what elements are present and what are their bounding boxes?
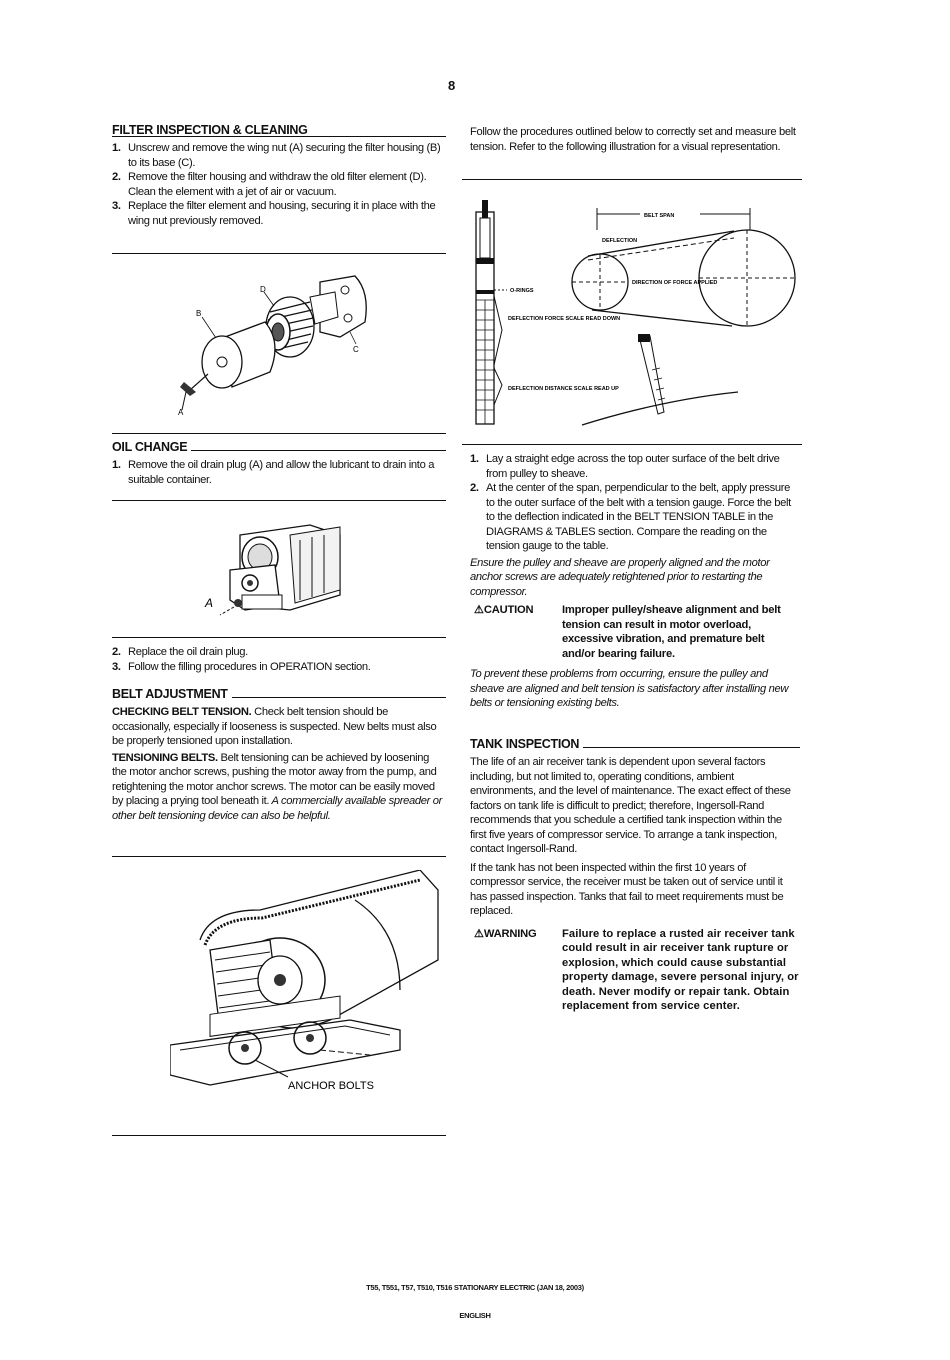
- oil-illustration: [200, 515, 360, 620]
- divider: [462, 444, 802, 445]
- divider: [112, 637, 446, 638]
- warning-text: Failure to replace a rusted air receiver tank could result in air receiver tank rupture or explosion, which could cause substantial property damage, severe personal injury, or death. Never modify or repair tank. Obtain replacement from service center.: [562, 927, 799, 1012]
- tank-paragraph-1: The life of an air receiver tank is dependent upon several factors including, but not limited to, operating conditions, ambient environments, and the level of maintenance. The exact effect of these factors on tank life is difficult to predict; therefore, Ingersoll-Rand recommends that you schedule a certified tank inspection within the first five years of compressor service. To arrange a tank inspection, contact Ingersoll-Rand.: [470, 756, 791, 855]
- filter-heading: FILTER INSPECTION & CLEANING: [112, 123, 308, 137]
- label-d: D: [260, 285, 266, 294]
- list-item: 3. Follow the filling procedures in OPERATION section.: [112, 660, 371, 673]
- filter-section: [112, 123, 446, 228]
- list-item: 3. Replace the filter element and housing, securing it in place with the wing nut previously removed.: [112, 200, 436, 227]
- oil-heading: OIL CHANGE: [112, 440, 446, 454]
- svg-text:DIRECTION OF FORCE APPLIED: DIRECTION OF FORCE APPLIED: [632, 280, 718, 286]
- ensure-paragraph: Ensure the pulley and sheave are properly aligned and the motor anchor screws are adequately retightened prior to restarting the compressor.: [470, 556, 770, 598]
- warning-block: [470, 927, 800, 1014]
- divider: [112, 433, 446, 434]
- tank-heading: TANK INSPECTION: [470, 737, 800, 751]
- belt-section: [112, 687, 446, 825]
- oil-steps: [112, 458, 446, 487]
- label-a: A: [178, 408, 184, 417]
- checking-paragraph: CHECKING BELT TENSION. Check belt tension should be occasionally, especially if looseness is suspected. New belts must also be properly tensioned upon installation.: [112, 706, 437, 747]
- list-item: 1. Unscrew and remove the wing nut (A) securing the filter housing (B) to its base (C).: [112, 142, 441, 169]
- svg-text:DEFLECTION: DEFLECTION: [602, 238, 638, 244]
- svg-text:BELT SPAN: BELT SPAN: [644, 213, 675, 219]
- divider: [112, 1135, 446, 1136]
- svg-text:O-RINGS: O-RINGS: [510, 288, 534, 294]
- belt-tension-diagram: [462, 200, 802, 432]
- filter-illustration: [170, 262, 400, 422]
- motor-illustration: [170, 870, 440, 1105]
- belt-heading: BELT ADJUSTMENT: [112, 687, 446, 701]
- page-number: 8: [448, 78, 456, 93]
- filter-steps: [112, 141, 446, 228]
- list-item: 1. Remove the oil drain plug (A) and allow the lubricant to drain into a suitable container.: [112, 459, 435, 486]
- list-item: 1. Lay a straight edge across the top outer surface of the belt drive from pulley to sheave.: [470, 453, 780, 480]
- divider: [112, 253, 446, 254]
- svg-text:DEFLECTION DISTANCE SCALE READ: DEFLECTION DISTANCE SCALE READ UP: [508, 386, 619, 392]
- divider: [462, 179, 802, 180]
- caution-label: ⚠CAUTION: [474, 604, 534, 616]
- warning-label: ⚠WARNING: [474, 927, 537, 940]
- caution-text: Improper pulley/sheave alignment and belt tension can result in motor overload, excessive vibration, and premature belt and/or bearing failure.: [562, 604, 781, 660]
- anchor-bolts-label: ANCHOR BOLTS: [288, 1080, 374, 1092]
- footer-model: T55, T551, T57, T510, T516 STATIONARY ELECTRIC (JAN 18, 2003): [366, 1283, 584, 1292]
- label-b: B: [196, 309, 202, 318]
- belt-intro: Follow the procedures outlined below to correctly set and measure belt tension. Refer to the following illustration for a visual representation.: [470, 126, 796, 153]
- list-item: 2. Replace the oil drain plug.: [112, 646, 248, 658]
- prevent-paragraph: To prevent these problems from occurring, ensure the pulley and sheave are aligned and belt tension is satisfactory after installing new belts or tensioning existing belts.: [470, 668, 789, 709]
- svg-text:DEFLECTION FORCE SCALE READ DO: DEFLECTION FORCE SCALE READ DOWN: [508, 316, 621, 322]
- footer-language: ENGLISH: [459, 1311, 491, 1320]
- oil-label-a: A: [205, 596, 214, 610]
- label-c: C: [353, 345, 359, 354]
- tensioning-paragraph: TENSIONING BELTS. Belt tensioning can be achieved by loosening the motor anchor screws, pushing the motor away from the pump, and retightening the motor anchor screws. The motor can be easily moved by placing a prying tool beneath it. A commercially available spreader or other belt tensioning device can also be helpful.: [112, 751, 442, 822]
- tank-section: [470, 737, 800, 1014]
- list-item: 2. At the center of the span, perpendicular to the belt, apply pressure to the outer surface of the belt with a tension gauge. Force the belt to the deflection indicated in the BELT TENSION TABLE in the DIAGRAMS & TABLES section. Compare the reading on the tension gauge to the table.: [470, 482, 791, 552]
- divider: [112, 856, 446, 857]
- oil-steps-2: [112, 645, 446, 674]
- divider: [112, 500, 446, 501]
- tank-paragraph-2: If the tank has not been inspected within the first 10 years of compressor service, the receiver must be taken out of service until it has passed inspection. Tanks that fail to meet requirements must be replaced.: [470, 861, 784, 917]
- oil-section: [112, 440, 446, 487]
- belt-steps: [470, 452, 800, 713]
- caution-block: [470, 603, 800, 661]
- list-item: 2. Remove the filter housing and withdraw the old filter element (D). Clean the element with a jet of air or vacuum.: [112, 171, 427, 198]
